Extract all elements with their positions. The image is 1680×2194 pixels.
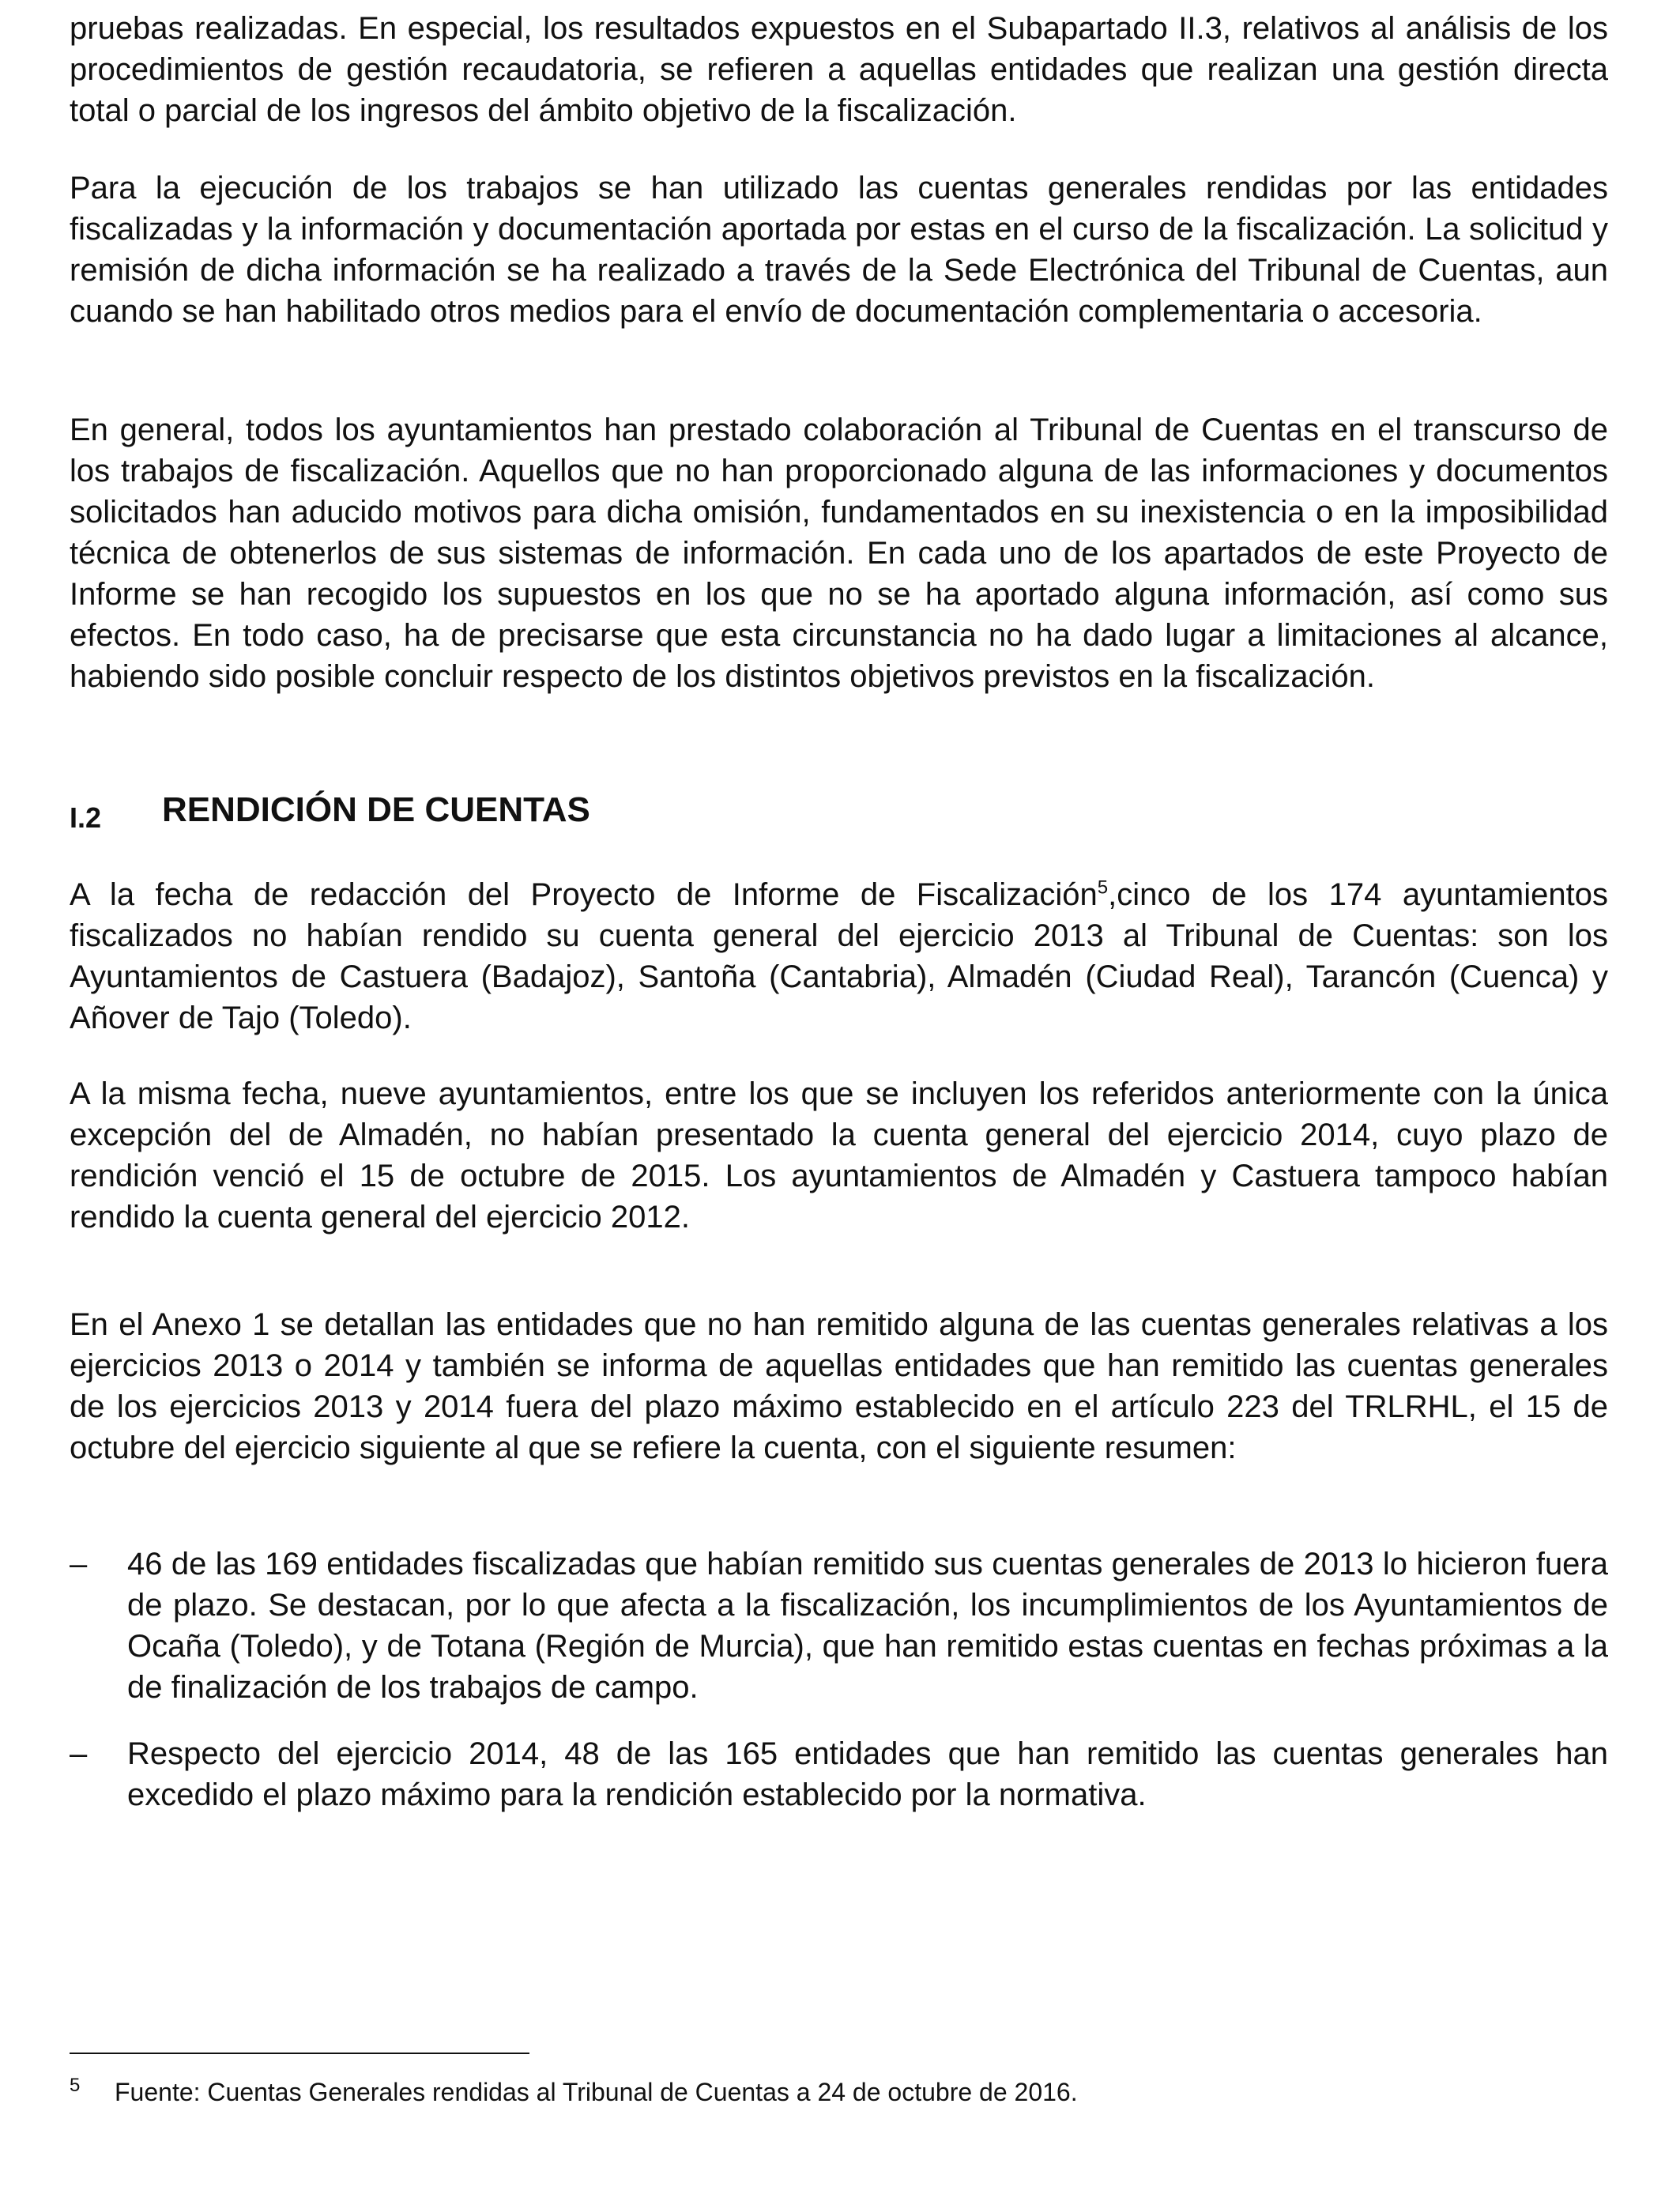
- list-item-text: 46 de las 169 entidades fiscalizadas que habían remitido sus cuentas generales de 2013 lo hicieron fuera de plazo. Se destacan, por lo que afecta a la fiscalización, los incumplimientos de los Ayuntamientos de Ocaña (Toledo), y de Totana (Región de Murcia), que han remitido estas cuentas en fechas próximas a la de finalización de los trabajos de campo.: [127, 1547, 1608, 1705]
- paragraph-text-end: ,cinco de los 174 ayuntamientos fiscalizados no habían rendido su cuenta general del ejercicio 2013 al Tribunal de Cuentas: son los Ayuntamientos de Castuera (Badajoz), Santoña (Cantabria), Almadén (Ciudad Real), Tarancón (Cuenca) y Añover de Tajo (Toledo).: [70, 877, 1608, 1035]
- paragraph-annex-summary: En el Anexo 1 se detallan las entidades que no han remitido alguna de las cuentas generales relativas a los ejercicios 2013 o 2014 y también se informa de aquellas entidades que han remitido las cuentas generales de los ejercicios 2013 y 2014 fuera del plazo máximo establecido en el artículo 223 del TRLRHL, el 15 de octubre del ejercicio siguiente al que se refiere la cuenta, con el siguiente resumen:: [70, 1307, 1608, 1465]
- paragraph-same-date: A la misma fecha, nueve ayuntamientos, entre los que se incluyen los referidos anteriormente con la única excepción del de Almadén, no habían presentado la cuenta general del ejercicio 2014, cuyo plazo de rendición venció el 15 de octubre de 2015. Los ayuntamientos de Almadén y Castuera tampoco habían rendido la cuenta general del ejercicio 2012.: [70, 1076, 1608, 1235]
- section-number: I.2: [70, 801, 102, 834]
- footnote-number: 5: [70, 2075, 81, 2096]
- footnote-text: Fuente: Cuentas Generales rendidas al Tribunal de Cuentas a 24 de octubre de 2016.: [115, 2078, 1078, 2106]
- section-title: RENDICIÓN DE CUENTAS: [162, 790, 590, 829]
- paragraph-scope-results: pruebas realizadas. En especial, los resultados expuestos en el Subapartado II.3, relativos al análisis de los procedimientos de gestión recaudatoria, se refieren a aquellas entidades que realizan una gestión directa total o parcial de los ingresos del ámbito objetivo de la fiscalización.: [70, 11, 1608, 128]
- list-item-text: Respecto del ejercicio 2014, 48 de las 165 entidades que han remitido las cuentas generales han excedido el plazo máximo para la rendición establecido por la normativa.: [127, 1736, 1608, 1812]
- paragraph-collaboration: En general, todos los ayuntamientos han prestado colaboración al Tribunal de Cuentas en el transcurso de los trabajos de fiscalización. Aquellos que no han proporcionado alguna de las informaciones y documentos solicitados han aducido motivos para dicha omisión, fundamentados en su inexistencia o en la imposibilidad técnica de obtenerlos de sus sistemas de información. En cada uno de los apartados de este Proyecto de Informe se han recogido los supuestos en los que no se ha aportado alguna información, así como sus efectos. En todo caso, ha de precisarse que esta circunstancia no ha dado lugar a limitaciones al alcance, habiendo sido posible concluir respecto de los distintos objetivos previstos en la fiscalización.: [70, 413, 1608, 694]
- list-dash-marker: –: [70, 1547, 88, 1581]
- paragraph-unrendered-accounts: [70, 874, 1608, 1039]
- footnote-reference[interactable]: 5: [1097, 876, 1109, 899]
- footnote-separator: [70, 2053, 529, 2054]
- list-dash-marker: –: [70, 1736, 88, 1771]
- paragraph-work-methodology: Para la ejecución de los trabajos se han utilizado las cuentas generales rendidas por las entidades fiscalizadas y la información y documentación aportada por estas en el curso de la fiscalización. La solicitud y remisión de dicha información se ha realizado a través de la Sede Electrónica del Tribunal de Cuentas, aun cuando se han habilitado otros medios para el envío de documentación complementaria o accesoria.: [70, 171, 1608, 329]
- paragraph-text-start: A la fecha de redacción del Proyecto de Informe de Fiscalización: [70, 877, 1098, 912]
